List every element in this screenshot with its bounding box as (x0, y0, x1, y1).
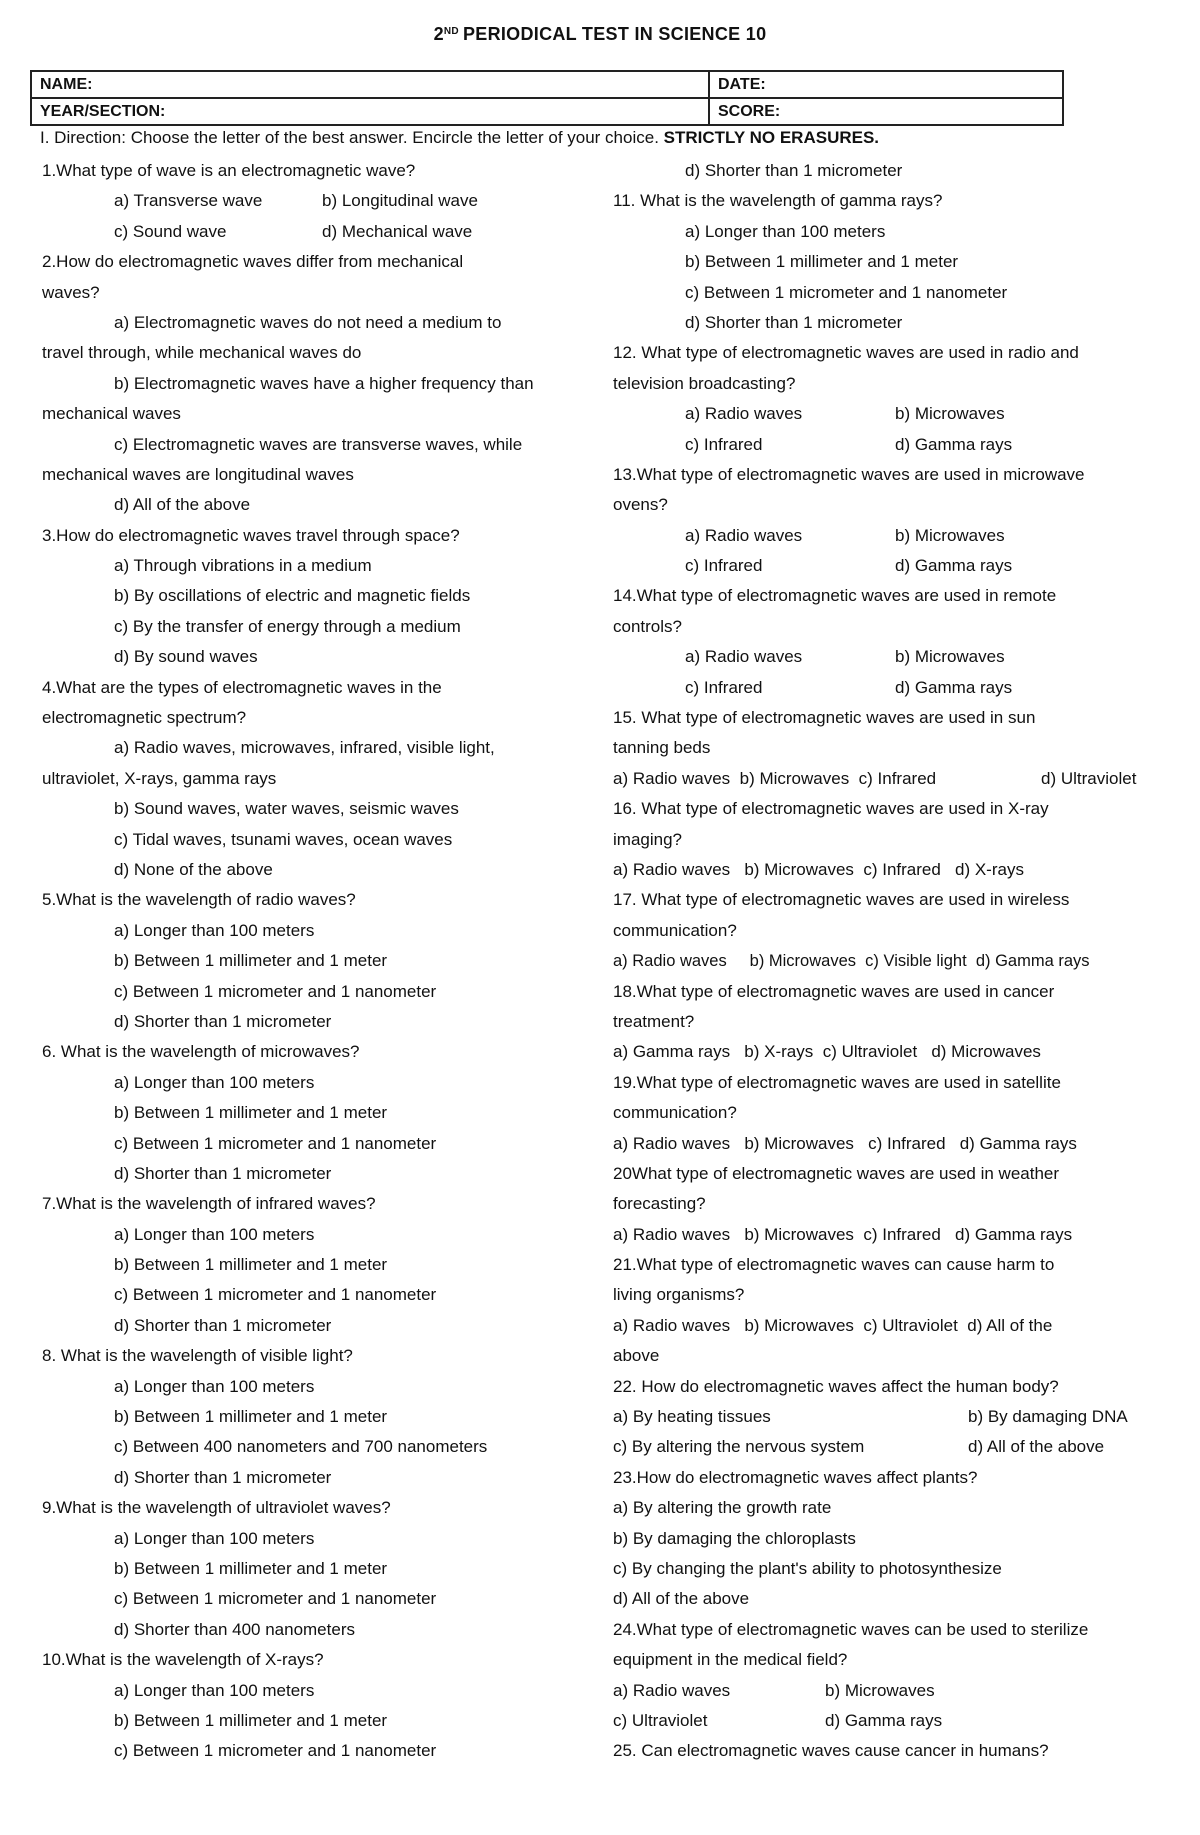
options-row-cont: above (613, 1346, 660, 1366)
question-16-cont: imaging? (613, 829, 682, 849)
question-13: 13.What type of electromagnetic waves are used in microwave (613, 464, 1085, 484)
option-a[interactable]: a) By heating tissues (613, 1407, 771, 1427)
question-2: 2.How do electromagnetic waves differ from mechanical (42, 252, 464, 272)
question-4: 4.What are the types of electromagnetic waves in the (42, 677, 442, 697)
option-a[interactable]: a) Longer than 100 meters (114, 1376, 315, 1396)
question-2-cont: waves? (42, 282, 100, 302)
options-row (613, 673, 1183, 703)
option-b[interactable]: b) Microwaves (895, 525, 1005, 545)
option-c[interactable]: c) Tidal waves, tsunami waves, ocean waves (114, 829, 453, 849)
option-b[interactable]: b) Between 1 millimeter and 1 meter (114, 1255, 388, 1275)
option-b[interactable]: b) Longitudinal wave (322, 191, 478, 211)
option-a[interactable]: a) By altering the growth rate (613, 1498, 832, 1518)
option-a[interactable]: a) Radio waves (685, 647, 803, 667)
name-field[interactable] (31, 71, 709, 98)
options-row[interactable]: a) Radio waves b) Microwaves c) Visible light d) Gamma rays (613, 952, 1090, 971)
option-d[interactable]: d) All of the above (114, 495, 251, 515)
option-c[interactable]: c) Between 1 micrometer and 1 nanometer (114, 1741, 437, 1761)
options-row[interactable]: a) Radio waves b) Microwaves c) Ultraviolet d) All of the (613, 1315, 1053, 1335)
option-a-cont: travel through, while mechanical waves do (42, 343, 362, 363)
date-field[interactable] (709, 71, 1063, 98)
option-c[interactable]: c) By changing the plant's ability to photosynthesize (613, 1558, 1002, 1578)
option-b[interactable]: b) Microwaves (895, 404, 1005, 424)
option-b-cont: mechanical waves (42, 404, 181, 424)
option-a[interactable]: a) Electromagnetic waves do not need a medium to (114, 312, 502, 332)
question-20-cont: forecasting? (613, 1194, 706, 1214)
title-ordinal: ND (443, 26, 459, 37)
option-b[interactable]: b) Microwaves (825, 1680, 935, 1700)
option-c[interactable]: c) Between 1 micrometer and 1 nanometer (685, 282, 1008, 302)
title-text: PERIODICAL TEST IN SCIENCE 10 (462, 24, 767, 44)
question-4-cont: electromagnetic spectrum? (42, 708, 247, 728)
question-1: 1.What type of wave is an electromagnetic wave? (42, 161, 416, 180)
date-label: DATE: (718, 75, 766, 93)
option-b[interactable]: b) By damaging DNA (968, 1407, 1128, 1427)
option-a[interactable]: a) Radio waves (613, 1680, 731, 1700)
option-d[interactable]: d) Ultraviolet (1041, 768, 1137, 788)
question-17: 17. What type of electromagnetic waves are used in wireless (613, 890, 1070, 910)
score-label: SCORE: (718, 102, 781, 120)
option-a[interactable]: a) Radio waves (685, 525, 803, 545)
option-a[interactable]: a) Radio waves (685, 404, 803, 424)
options-row[interactable]: a) Radio waves b) Microwaves c) Infrared d) X-rays (613, 859, 1024, 879)
option-a-cont: ultraviolet, X-rays, gamma rays (42, 768, 277, 788)
question-11: 11. What is the wavelength of gamma rays? (613, 191, 943, 211)
page-title (0, 24, 1200, 45)
option-b[interactable]: b) Between 1 millimeter and 1 meter (114, 1558, 388, 1578)
question-10: 10.What is the wavelength of X-rays? (42, 1650, 324, 1670)
options-row (613, 430, 1183, 460)
option-c[interactable]: c) By altering the nervous system (613, 1437, 865, 1457)
question-18-cont: treatment? (613, 1011, 695, 1031)
question-16: 16. What type of electromagnetic waves are used in X-ray (613, 799, 1049, 819)
option-d[interactable]: d) Gamma rays (825, 1710, 943, 1730)
options-row[interactable]: a) Radio waves b) Microwaves c) Infrared d) Gamma rays (613, 1224, 1073, 1244)
question-19: 19.What type of electromagnetic waves are used in satellite (613, 1072, 1061, 1092)
option-b[interactable]: b) Between 1 millimeter and 1 meter (685, 252, 959, 272)
question-21-cont: living organisms? (613, 1285, 745, 1305)
option-d[interactable]: d) Shorter than 1 micrometer (685, 312, 903, 332)
option-c[interactable]: c) Between 1 micrometer and 1 nanometer (114, 1133, 437, 1153)
directions-text: I. Direction: Choose the letter of the best answer. Encircle the letter of your choice. (40, 128, 664, 147)
option-d[interactable]: d) Gamma rays (895, 677, 1013, 697)
question-14-cont: controls? (613, 616, 682, 636)
option-b[interactable]: b) Between 1 millimeter and 1 meter (114, 951, 388, 971)
option-d[interactable]: d) Mechanical wave (322, 221, 473, 241)
option-c[interactable]: c) By the transfer of energy through a medium (114, 616, 461, 636)
options-row[interactable]: a) Gamma rays b) X-rays c) Ultraviolet d) Microwaves (613, 1042, 1041, 1062)
question-24: 24.What type of electromagnetic waves can be used to sterilize (613, 1619, 1089, 1639)
option-d[interactable]: d) Shorter than 1 micrometer (114, 1315, 332, 1335)
option-c[interactable]: c) Between 400 nanometers and 700 nanometers (114, 1437, 488, 1457)
question-13-cont: ovens? (613, 495, 668, 515)
question-12: 12. What type of electromagnetic waves are used in radio and (613, 343, 1079, 363)
option-b[interactable]: b) Electromagnetic waves have a higher frequency than (114, 373, 534, 393)
options-row (613, 1676, 1183, 1706)
left-column (42, 156, 602, 1767)
option-a[interactable]: a) Longer than 100 meters (114, 1680, 315, 1700)
directions-strict: STRICTLY NO ERASURES. (663, 128, 880, 147)
option-a[interactable]: a) Through vibrations in a medium (114, 556, 372, 576)
option-a[interactable]: a) Longer than 100 meters (114, 1072, 315, 1092)
option-d[interactable]: d) By sound waves (114, 647, 258, 667)
option-d[interactable]: d) Shorter than 1 micrometer (114, 1467, 332, 1487)
option-b[interactable]: b) Between 1 millimeter and 1 meter (114, 1710, 388, 1730)
option-c-cont: mechanical waves are longitudinal waves (42, 464, 354, 484)
option-c[interactable]: c) Electromagnetic waves are transverse waves, while (114, 434, 523, 454)
options-row (613, 1706, 1183, 1736)
options-row (613, 1432, 1183, 1462)
question-5: 5.What is the wavelength of radio waves? (42, 890, 356, 910)
options-row (42, 217, 602, 247)
question-23: 23.How do electromagnetic waves affect plants? (613, 1467, 978, 1487)
question-22: 22. How do electromagnetic waves affect the human body? (613, 1376, 1059, 1396)
option-d[interactable]: d) All of the above (613, 1589, 750, 1609)
options-row (613, 551, 1183, 581)
option-b[interactable]: b) Between 1 millimeter and 1 meter (114, 1407, 388, 1427)
question-18: 18.What type of electromagnetic waves are used in cancer (613, 981, 1055, 1001)
question-9: 9.What is the wavelength of ultraviolet waves? (42, 1498, 391, 1518)
question-17-cont: communication? (613, 920, 737, 940)
option-d[interactable]: d) All of the above (968, 1437, 1105, 1457)
option-c[interactable]: c) Between 1 micrometer and 1 nanometer (114, 1285, 437, 1305)
option-d[interactable]: d) Gamma rays (895, 556, 1013, 576)
right-column (613, 156, 1183, 1767)
question-12-cont: television broadcasting? (613, 373, 796, 393)
options-row (613, 642, 1183, 672)
title-number: 2 (433, 24, 444, 44)
question-19-cont: communication? (613, 1103, 737, 1123)
option-b[interactable]: b) Microwaves (895, 647, 1005, 667)
options-row (613, 1402, 1183, 1432)
question-15: 15. What type of electromagnetic waves are used in sun (613, 708, 1036, 728)
option-c[interactable]: c) Sound wave (114, 221, 227, 241)
option-d[interactable]: d) Gamma rays (895, 434, 1013, 454)
option-d[interactable]: d) Shorter than 1 micrometer (114, 1163, 332, 1183)
option-d[interactable]: d) Shorter than 1 micrometer (114, 1011, 332, 1031)
options-row (613, 521, 1183, 551)
options-row (613, 764, 1183, 794)
student-info-table (30, 70, 1064, 126)
options-a-c[interactable]: a) Radio waves b) Microwaves c) Infrared (613, 768, 937, 788)
option-c[interactable]: c) Infrared (685, 556, 763, 576)
question-20: 20What type of electromagnetic waves are used in weather (613, 1163, 1060, 1183)
year-section-label: YEAR/SECTION: (40, 102, 166, 120)
option-d[interactable]: d) None of the above (114, 859, 273, 879)
option-c[interactable]: c) Between 1 micrometer and 1 nanometer (114, 981, 437, 1001)
year-section-field[interactable] (31, 98, 709, 125)
question-24-cont: equipment in the medical field? (613, 1650, 848, 1670)
options-row (613, 399, 1183, 429)
option-c[interactable]: c) Ultraviolet (613, 1710, 708, 1730)
option-c[interactable]: c) Between 1 micrometer and 1 nanometer (114, 1589, 437, 1609)
question-21: 21.What type of electromagnetic waves can cause harm to (613, 1255, 1055, 1275)
score-field[interactable] (709, 98, 1063, 125)
option-b[interactable]: b) By oscillations of electric and magnetic fields (114, 586, 471, 606)
options-row[interactable]: a) Radio waves b) Microwaves c) Infrared d) Gamma rays (613, 1133, 1077, 1153)
option-a[interactable]: a) Transverse wave (114, 191, 263, 211)
question-6: 6. What is the wavelength of microwaves? (42, 1042, 360, 1062)
option-b[interactable]: b) By damaging the chloroplasts (613, 1528, 856, 1548)
option-d[interactable]: d) Shorter than 1 micrometer (685, 161, 903, 180)
question-8: 8. What is the wavelength of visible light? (42, 1346, 353, 1366)
options-row (42, 186, 602, 216)
option-a[interactable]: a) Longer than 100 meters (114, 1528, 315, 1548)
option-c[interactable]: c) Infrared (685, 434, 763, 454)
option-a[interactable]: a) Radio waves, microwaves, infrared, visible light, (114, 738, 495, 758)
option-a[interactable]: a) Longer than 100 meters (685, 221, 886, 241)
option-d[interactable]: d) Shorter than 400 nanometers (114, 1619, 355, 1639)
option-c[interactable]: c) Infrared (685, 677, 763, 697)
option-b[interactable]: b) Between 1 millimeter and 1 meter (114, 1103, 388, 1123)
option-a[interactable]: a) Longer than 100 meters (114, 1224, 315, 1244)
directions (40, 128, 879, 148)
option-a[interactable]: a) Longer than 100 meters (114, 920, 315, 940)
name-label: NAME: (40, 75, 93, 93)
option-b[interactable]: b) Sound waves, water waves, seismic waves (114, 799, 459, 819)
question-7: 7.What is the wavelength of infrared waves? (42, 1194, 376, 1214)
question-3: 3.How do electromagnetic waves travel through space? (42, 525, 460, 545)
question-25: 25. Can electromagnetic waves cause cancer in humans? (613, 1741, 1049, 1761)
question-14: 14.What type of electromagnetic waves are used in remote (613, 586, 1057, 606)
question-15-cont: tanning beds (613, 738, 711, 758)
